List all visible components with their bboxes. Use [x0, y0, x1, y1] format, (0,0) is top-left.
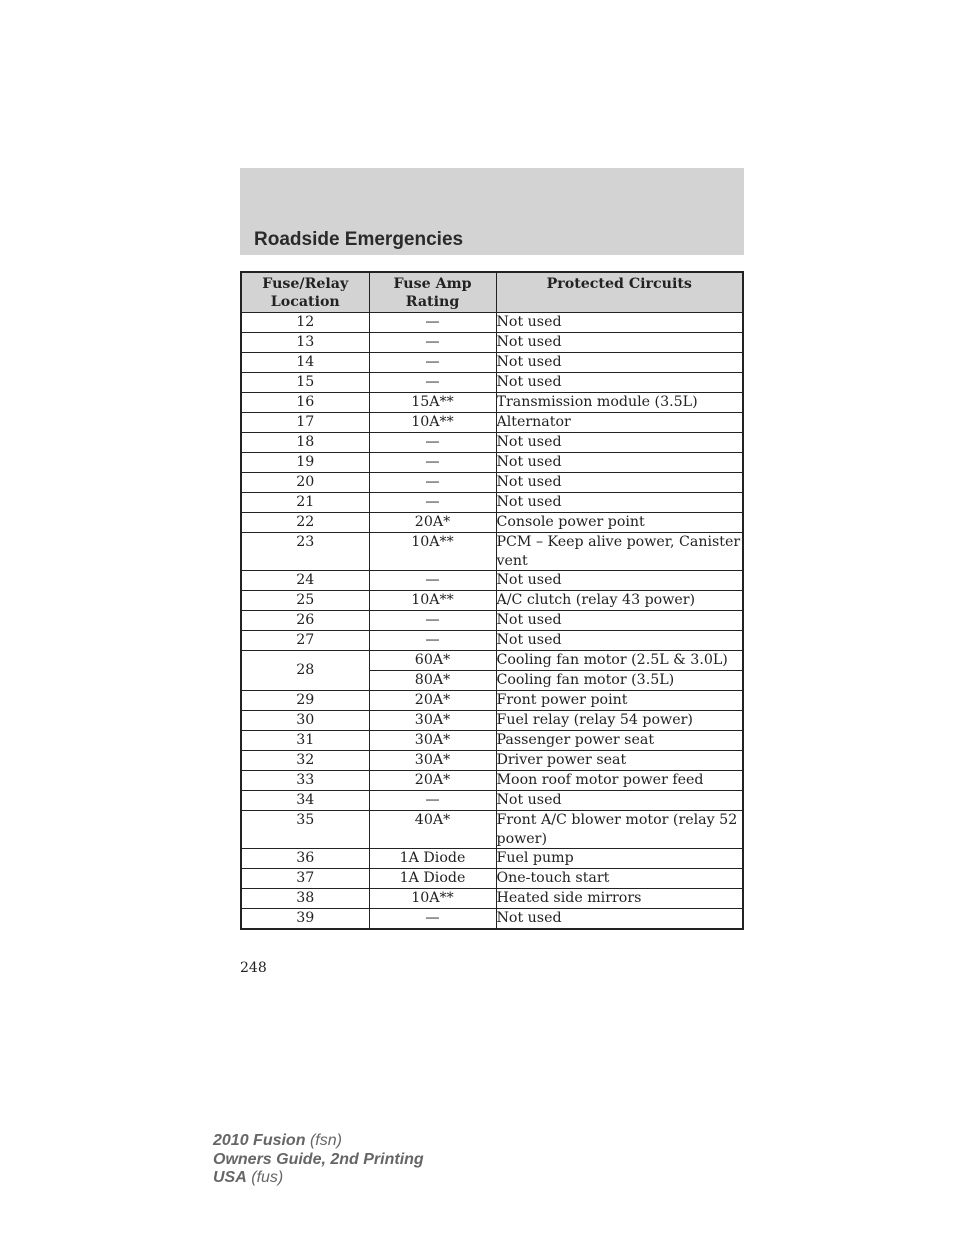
table-row: [241, 473, 743, 493]
table-row: [241, 513, 743, 533]
footer-line-market: USA (fus): [213, 1169, 284, 1186]
table-row: [241, 611, 743, 631]
table-row: [241, 811, 743, 849]
table-row: [241, 889, 743, 909]
circuit-cell: Front A/C blower motor (relay 52 power): [496, 811, 743, 849]
circuit-cell: Not used: [496, 571, 743, 591]
circuit-cell: Not used: [496, 453, 743, 473]
table-row: [241, 433, 743, 453]
rating-cell: 10A**: [369, 889, 496, 909]
table-row: [241, 651, 743, 671]
rating-cell: 1A Diode: [369, 869, 496, 889]
location-cell: 25: [241, 591, 369, 611]
circuit-cell: Front power point: [496, 691, 743, 711]
rating-cell: 30A*: [369, 731, 496, 751]
fuse-table-body: [241, 313, 743, 930]
table-row: [241, 869, 743, 889]
header-circuits: Protected Circuits: [496, 272, 743, 313]
footer-line-model: 2010 Fusion (fsn): [213, 1132, 342, 1149]
location-cell: 12: [241, 313, 369, 333]
section-header-band: [240, 168, 744, 255]
table-row: [241, 771, 743, 791]
rating-cell: —: [369, 333, 496, 353]
circuit-cell: Alternator: [496, 413, 743, 433]
location-cell: 36: [241, 849, 369, 869]
rating-cell: —: [369, 909, 496, 930]
table-row: [241, 731, 743, 751]
rating-cell: —: [369, 571, 496, 591]
footer-line-edition: Owners Guide, 2nd Printing: [213, 1150, 424, 1168]
location-cell: 24: [241, 571, 369, 591]
table-row: [241, 571, 743, 591]
table-row: [241, 333, 743, 353]
location-cell: 33: [241, 771, 369, 791]
circuit-cell: Not used: [496, 611, 743, 631]
location-cell: 26: [241, 611, 369, 631]
circuit-cell: Fuel pump: [496, 849, 743, 869]
location-cell: 18: [241, 433, 369, 453]
circuit-cell: Cooling fan motor (3.5L): [496, 671, 743, 691]
table-row: [241, 711, 743, 731]
circuit-cell: Console power point: [496, 513, 743, 533]
header-rating: Fuse Amp Rating: [369, 272, 496, 313]
circuit-cell: Not used: [496, 791, 743, 811]
location-cell: 16: [241, 393, 369, 413]
rating-cell: —: [369, 791, 496, 811]
table-header-row: [241, 272, 743, 313]
location-cell: 28: [241, 651, 369, 691]
location-cell: 22: [241, 513, 369, 533]
location-cell: 21: [241, 493, 369, 513]
location-cell: 17: [241, 413, 369, 433]
circuit-cell: Cooling fan motor (2.5L & 3.0L): [496, 651, 743, 671]
rating-cell: 15A**: [369, 393, 496, 413]
table-row: [241, 533, 743, 571]
rating-cell: —: [369, 473, 496, 493]
circuit-cell: Moon roof motor power feed: [496, 771, 743, 791]
location-cell: 34: [241, 791, 369, 811]
location-cell: 23: [241, 533, 369, 571]
circuit-cell: Passenger power seat: [496, 731, 743, 751]
table-row: [241, 353, 743, 373]
table-row: [241, 493, 743, 513]
circuit-cell: Not used: [496, 473, 743, 493]
circuit-cell: Not used: [496, 353, 743, 373]
rating-cell: —: [369, 353, 496, 373]
location-cell: 19: [241, 453, 369, 473]
rating-cell: 60A*: [369, 651, 496, 671]
circuit-cell: Not used: [496, 433, 743, 453]
location-cell: 29: [241, 691, 369, 711]
rating-cell: 30A*: [369, 711, 496, 731]
document-footer: [213, 1132, 424, 1188]
circuit-cell: Transmission module (3.5L): [496, 393, 743, 413]
page-number: 248: [240, 960, 267, 976]
rating-cell: 1A Diode: [369, 849, 496, 869]
location-cell: 15: [241, 373, 369, 393]
location-cell: 31: [241, 731, 369, 751]
table-row: [241, 631, 743, 651]
circuit-cell: Fuel relay (relay 54 power): [496, 711, 743, 731]
table-row: [241, 313, 743, 333]
location-cell: 13: [241, 333, 369, 353]
rating-cell: 30A*: [369, 751, 496, 771]
table-row: [241, 909, 743, 930]
table-row: [241, 791, 743, 811]
circuit-cell: Not used: [496, 373, 743, 393]
rating-cell: —: [369, 433, 496, 453]
rating-cell: 10A**: [369, 413, 496, 433]
table-row: [241, 453, 743, 473]
location-cell: 27: [241, 631, 369, 651]
rating-cell: 80A*: [369, 671, 496, 691]
circuit-cell: Not used: [496, 909, 743, 930]
location-cell: 30: [241, 711, 369, 731]
rating-cell: —: [369, 611, 496, 631]
location-cell: 35: [241, 811, 369, 849]
rating-cell: —: [369, 453, 496, 473]
table-row: [241, 393, 743, 413]
rating-cell: 20A*: [369, 513, 496, 533]
circuit-cell: Not used: [496, 313, 743, 333]
header-location: Fuse/Relay Location: [241, 272, 369, 313]
location-cell: 37: [241, 869, 369, 889]
location-cell: 38: [241, 889, 369, 909]
circuit-cell: One-touch start: [496, 869, 743, 889]
circuit-cell: Not used: [496, 631, 743, 651]
circuit-cell: A/C clutch (relay 43 power): [496, 591, 743, 611]
circuit-cell: Not used: [496, 493, 743, 513]
table-row: [241, 373, 743, 393]
rating-cell: 10A**: [369, 533, 496, 571]
location-cell: 39: [241, 909, 369, 930]
fuse-table: [240, 271, 744, 930]
circuit-cell: Heated side mirrors: [496, 889, 743, 909]
location-cell: 32: [241, 751, 369, 771]
circuit-cell: Not used: [496, 333, 743, 353]
table-row: [241, 591, 743, 611]
section-title: Roadside Emergencies: [254, 229, 464, 250]
table-row: [241, 413, 743, 433]
rating-cell: —: [369, 631, 496, 651]
table-row: [241, 751, 743, 771]
rating-cell: —: [369, 493, 496, 513]
circuit-cell: PCM – Keep alive power, Canister vent: [496, 533, 743, 571]
rating-cell: —: [369, 313, 496, 333]
table-row: [241, 849, 743, 869]
location-cell: 20: [241, 473, 369, 493]
circuit-cell: Driver power seat: [496, 751, 743, 771]
rating-cell: 20A*: [369, 771, 496, 791]
rating-cell: —: [369, 373, 496, 393]
rating-cell: 40A*: [369, 811, 496, 849]
table-row: [241, 691, 743, 711]
location-cell: 14: [241, 353, 369, 373]
rating-cell: 20A*: [369, 691, 496, 711]
rating-cell: 10A**: [369, 591, 496, 611]
